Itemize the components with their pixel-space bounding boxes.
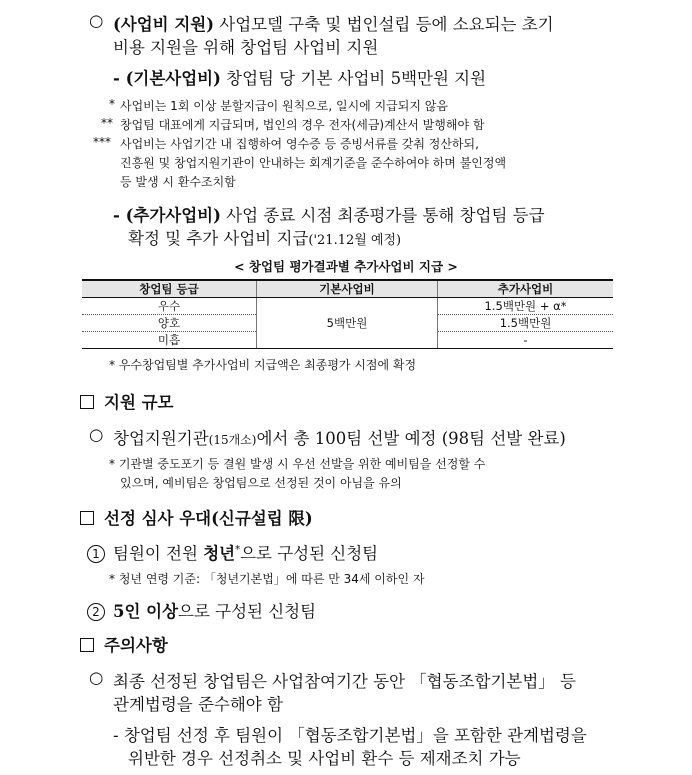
table-row	[82, 298, 613, 315]
circled-number-icon: 1	[87, 545, 105, 563]
grade-cell: 양호	[82, 315, 257, 332]
header-grade: 창업팀 등급	[82, 280, 257, 298]
scale-note-cont: 있으며, 예비팀은 창업팀으로 선정된 것이 아님을 유의	[120, 476, 402, 490]
circle-bullet-icon: ○	[89, 425, 104, 444]
preference-item-2: 2 5인 이상으로 구성된 신청팀	[87, 598, 316, 622]
caution-dash: - 창업팀 선정 후 팀원이 「협동조합기본법」을 포함한 관계법령을	[113, 726, 587, 745]
extra-cell: -	[438, 332, 614, 349]
caution-bullet-cont: 관계법령을 준수해야 함	[113, 695, 283, 714]
section-heading: 주의사항	[80, 632, 168, 656]
note-text: 사업비는 1회 이상 분할지급이 원칙으로, 일시에 지급되지 않음	[120, 99, 448, 113]
basic-cell: 5백만원	[257, 298, 438, 349]
extra-budget-line2: 확정 및 추가 사업비 지급('21.12월 예정)	[128, 229, 402, 248]
extra-budget-line: - (추가사업비) 사업 종료 시점 최종평가를 통해 창업팀 등급	[113, 206, 545, 225]
section-heading: 선정 심사 우대(신규설립 限)	[80, 505, 313, 529]
circled-number-icon: 2	[87, 603, 105, 621]
circle-bullet-icon: ○	[89, 11, 104, 30]
note-text-cont: 진흥원 및 창업지원기관이 안내하는 회계기준을 준수하여야 하며 불인정액	[120, 156, 507, 170]
budget-table	[82, 279, 613, 349]
checkbox-square-icon	[80, 395, 94, 409]
note-text-cont: 등 발생 시 환수조치함	[120, 175, 236, 189]
support-bullet-line2: 비용 지원을 위해 창업팀 사업비 지원	[113, 38, 379, 57]
note-mark: *	[109, 97, 115, 111]
scale-note: * 기관별 중도포기 등 결원 발생 시 우선 선발을 위한 예비팀을 선정할 수	[109, 457, 486, 471]
support-bullet: (사업비 지원) 사업모델 구축 및 법인설립 등에 소요되는 초기	[113, 15, 554, 34]
circle-bullet-icon: ○	[89, 668, 104, 687]
preference-note: * 청년 연령 기준: 「청년기본법」에 따른 만 34세 이하인 자	[109, 572, 425, 586]
section-heading: 지원 규모	[80, 389, 174, 413]
checkbox-square-icon	[80, 638, 94, 652]
extra-cell: 1.5백만원 + α*	[438, 298, 614, 315]
caution-dash-cont: 위반한 경우 선정취소 및 사업비 환수 등 제재조치 가능	[128, 749, 521, 768]
note-mark: **	[101, 116, 113, 130]
grade-cell: 미흡	[82, 332, 257, 349]
table-caption: < 창업팀 평가결과별 추가사업비 지급 >	[234, 259, 458, 274]
scale-bullet: 창업지원기관(15개소)에서 총 100팀 선발 예정 (98팀 선발 완료)	[113, 429, 566, 448]
checkbox-square-icon	[80, 511, 94, 525]
note-text: 사업비는 사업기간 내 집행하여 영수증 등 증빙서류를 갖춰 정산하되,	[120, 137, 479, 151]
grade-cell: 우수	[82, 298, 257, 315]
preference-item-1: 1 팀원이 전원 청년*으로 구성된 신청팀	[87, 540, 378, 564]
note-text: 창업팀 대표에게 지급되며, 법인의 경우 전자(세금)계산서 발행해야 함	[120, 118, 485, 132]
table-header-row	[82, 280, 613, 298]
header-basic: 기본사업비	[257, 280, 438, 298]
extra-cell: 1.5백만원	[438, 315, 614, 332]
note-mark: ***	[93, 135, 111, 149]
header-extra: 추가사업비	[438, 280, 614, 298]
caution-bullet: 최종 선정된 창업팀은 사업참여기간 동안 「협동조합기본법」 등	[113, 672, 576, 691]
basic-budget-line: - (기본사업비) 창업팀 당 기본 사업비 5백만원 지원	[113, 69, 487, 88]
table-note: * 우수창업팀별 추가사업비 지급액은 최종평가 시점에 확정	[109, 358, 417, 372]
